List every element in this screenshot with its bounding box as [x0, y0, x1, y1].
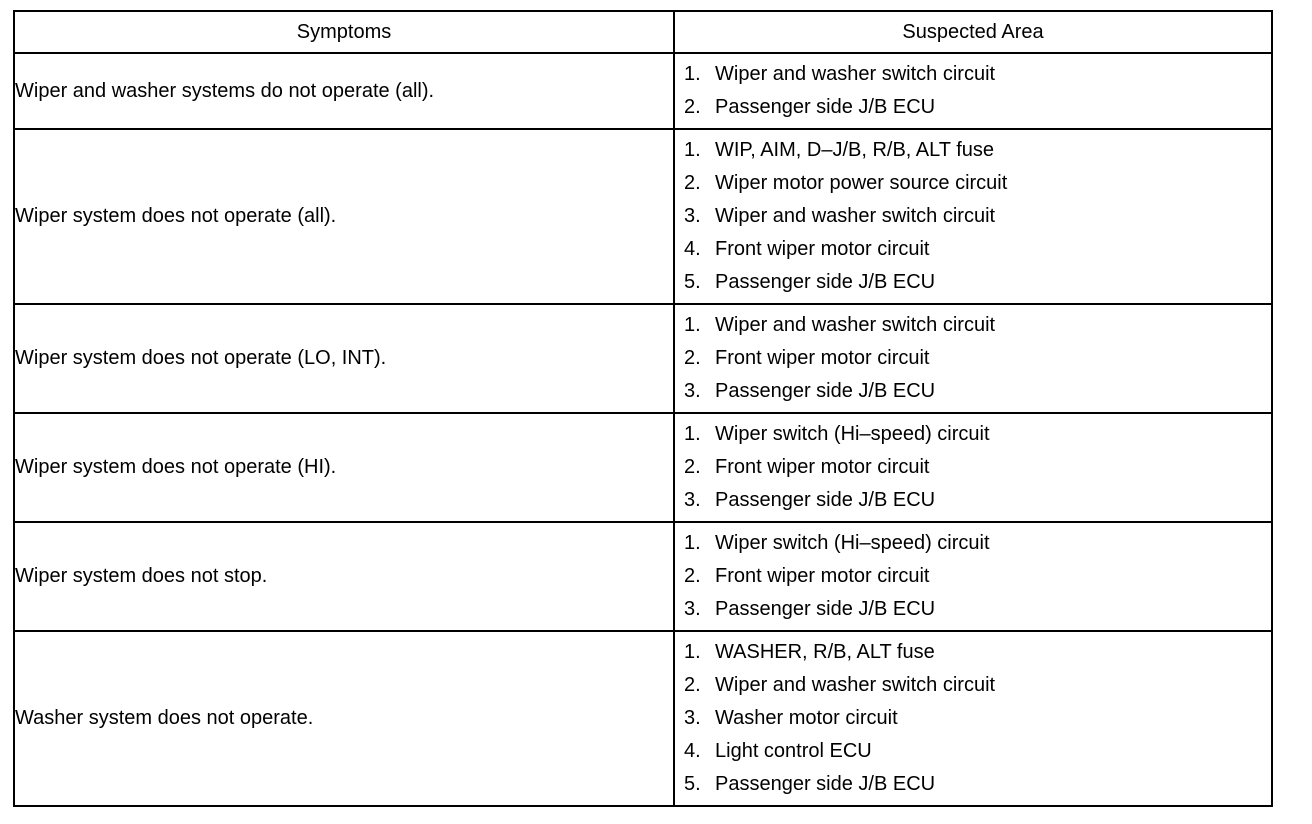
item-number: 1. [684, 138, 701, 161]
list-item [684, 484, 1271, 517]
list-item [684, 593, 1271, 626]
list-item [684, 342, 1271, 375]
item-number: 2. [684, 455, 701, 478]
list-item [684, 58, 1271, 91]
symptom-cell: Wiper system does not operate (LO, INT). [14, 304, 674, 413]
suspected-area-list [675, 309, 1271, 409]
table-row [14, 304, 1272, 413]
list-item [684, 527, 1271, 560]
item-number: 4. [684, 740, 701, 763]
table-row [14, 522, 1272, 631]
suspected-area-list [675, 418, 1271, 518]
item-text: Wiper and washer switch circuit [715, 62, 996, 85]
item-text: Front wiper motor circuit [715, 238, 930, 261]
item-text: WASHER, R/B, ALT fuse [715, 640, 935, 663]
item-number: 3. [684, 204, 701, 227]
list-item [684, 309, 1271, 342]
item-text: Wiper and washer switch circuit [715, 313, 996, 336]
suspected-area-cell [674, 129, 1272, 304]
suspected-area-list [675, 134, 1271, 300]
suspected-area-cell [674, 522, 1272, 631]
symptom-cell: Wiper and washer systems do not operate (all). [14, 53, 674, 129]
item-number: 1. [684, 422, 701, 445]
header-row [14, 11, 1272, 53]
item-text: Passenger side J/B ECU [715, 96, 936, 118]
item-number: 2. [684, 564, 701, 587]
item-text: WIP, AIM, D–J/B, R/B, ALT fuse [715, 138, 994, 161]
item-number: 3. [684, 598, 701, 621]
list-item [684, 91, 1271, 124]
item-text: Passenger side J/B ECU [715, 598, 936, 621]
symptom-cell: Wiper system does not operate (all). [14, 129, 674, 304]
symptom-table [13, 10, 1273, 807]
item-text: Front wiper motor circuit [715, 564, 930, 587]
list-item [684, 418, 1271, 451]
item-text: Front wiper motor circuit [715, 455, 930, 478]
header-suspected-area: Suspected Area [674, 11, 1272, 53]
item-text: Passenger side J/B ECU [715, 271, 936, 294]
symptom-cell: Washer system does not operate. [14, 631, 674, 806]
list-item [684, 735, 1271, 768]
item-number: 2. [684, 346, 701, 369]
header-symptoms: Symptoms [14, 11, 674, 53]
suspected-area-list [675, 58, 1271, 124]
item-text: Wiper and washer switch circuit [715, 204, 996, 227]
suspected-area-list [675, 636, 1271, 802]
item-number: 1. [684, 62, 701, 85]
item-number: 1. [684, 531, 701, 554]
item-number: 1. [684, 640, 701, 663]
suspected-area-cell [674, 53, 1272, 129]
item-text: Wiper and washer switch circuit [715, 673, 996, 696]
list-item [684, 266, 1271, 299]
item-number: 3. [684, 380, 701, 403]
item-text: Washer motor circuit [715, 706, 898, 729]
table-row [14, 129, 1272, 304]
item-text: Passenger side J/B ECU [715, 489, 936, 512]
item-text: Front wiper motor circuit [715, 346, 930, 369]
list-item [684, 134, 1271, 167]
table-row [14, 53, 1272, 129]
list-item [684, 669, 1271, 702]
suspected-area-cell [674, 304, 1272, 413]
item-number: 5. [684, 271, 701, 294]
item-text: Passenger side J/B ECU [715, 773, 936, 796]
suspected-area-cell [674, 631, 1272, 806]
item-text: Wiper switch (Hi–speed) circuit [715, 531, 990, 554]
item-number: 3. [684, 489, 701, 512]
list-item [684, 451, 1271, 484]
item-number: 2. [684, 673, 701, 696]
symptom-cell: Wiper system does not operate (HI). [14, 413, 674, 522]
item-number: 5. [684, 773, 701, 796]
list-item [684, 768, 1271, 801]
item-number: 3. [684, 706, 701, 729]
item-text: Wiper motor power source circuit [715, 171, 1008, 194]
list-item [684, 200, 1271, 233]
table-row [14, 413, 1272, 522]
list-item [684, 167, 1271, 200]
item-number: 2. [684, 171, 701, 194]
list-item [684, 636, 1271, 669]
list-item [684, 560, 1271, 593]
item-text: Wiper switch (Hi–speed) circuit [715, 422, 990, 445]
list-item [684, 233, 1271, 266]
item-number: 2. [684, 96, 701, 118]
item-text: Passenger side J/B ECU [715, 380, 936, 403]
symptom-cell: Wiper system does not stop. [14, 522, 674, 631]
suspected-area-list [675, 527, 1271, 627]
list-item [684, 375, 1271, 408]
table-row [14, 631, 1272, 806]
suspected-area-cell [674, 413, 1272, 522]
item-number: 4. [684, 238, 701, 261]
item-text: Light control ECU [715, 740, 872, 763]
list-item [684, 702, 1271, 735]
item-number: 1. [684, 313, 701, 336]
